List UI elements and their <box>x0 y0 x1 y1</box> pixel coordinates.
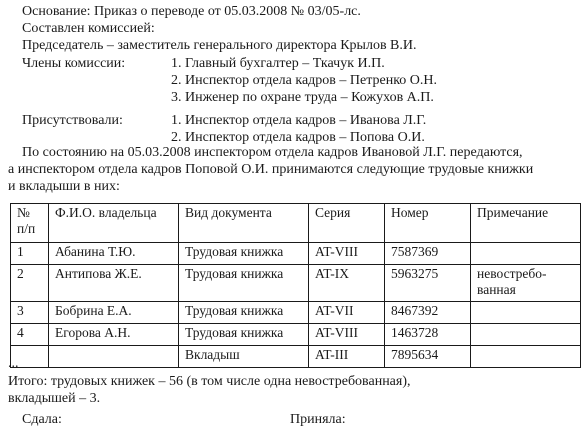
transfer-table <box>10 203 581 368</box>
cell-note <box>471 265 581 302</box>
intro-line-1: По состоянию на 05.03.2008 инспектором отдела кадров Ивановой Л.Г. передаются, <box>22 145 523 160</box>
total-line-2: вкладышей – 3. <box>8 391 101 406</box>
table-header-row <box>11 204 581 243</box>
accepted-label: Приняла: <box>290 412 346 427</box>
commission-member-3: 3. Инженер по охране труда – Кожухов А.П. <box>171 90 434 105</box>
header-series: Серия <box>309 204 385 243</box>
cell-owner: Бобрина Е.А. <box>49 302 179 324</box>
cell-number: 7587369 <box>385 243 471 265</box>
cell-doc: Трудовая книжка <box>179 302 309 324</box>
intro-line-3: и вкладыши в них: <box>8 179 120 194</box>
header-doc: Вид документа <box>179 204 309 243</box>
cell-note <box>471 346 581 368</box>
total-line-1: Итого: трудовых книжек – 56 (в том числе одна невостребованная), <box>8 374 411 389</box>
cell-doc: Трудовая книжка <box>179 243 309 265</box>
cell-num: 4 <box>11 324 49 346</box>
cell-num: 2 <box>11 265 49 302</box>
cell-number: 1463728 <box>385 324 471 346</box>
basis-line: Основание: Приказ о переводе от 05.03.2008 № 03/05-лс. <box>22 4 361 19</box>
table-row <box>11 324 581 346</box>
cell-series: AT-VII <box>309 302 385 324</box>
present-member-1: 1. Инспектор отдела кадров – Иванова Л.Г. <box>171 113 427 128</box>
cell-owner: Абанина Т.Ю. <box>49 243 179 265</box>
cell-number: 8467392 <box>385 302 471 324</box>
cell-note <box>471 324 581 346</box>
commission-member-1: 1. Главный бухгалтер – Ткачук И.П. <box>171 56 385 71</box>
chairman-line: Председатель – заместитель генерального директора Крылов В.И. <box>22 38 417 53</box>
ellipsis: ... <box>8 356 19 371</box>
compiled-line: Составлен комиссией: <box>22 21 155 36</box>
cell-owner: Егорова А.Н. <box>49 324 179 346</box>
present-member-2: 2. Инспектор отдела кадров – Попова О.И. <box>171 130 425 145</box>
cell-note-line1: невостребо- <box>477 266 547 281</box>
header-num-line1: № <box>17 205 30 220</box>
cell-doc: Трудовая книжка <box>179 265 309 302</box>
header-owner: Ф.И.О. владельца <box>49 204 179 243</box>
cell-number: 5963275 <box>385 265 471 302</box>
cell-series: AT-VIII <box>309 324 385 346</box>
cell-num: 1 <box>11 243 49 265</box>
header-note: Примечание <box>471 204 581 243</box>
present-label: Присутствовали: <box>22 113 123 128</box>
handed-label: Сдала: <box>22 412 62 427</box>
cell-number: 7895634 <box>385 346 471 368</box>
cell-series: AT-III <box>309 346 385 368</box>
cell-series: AT-VIII <box>309 243 385 265</box>
cell-series: AT-IX <box>309 265 385 302</box>
cell-doc: Трудовая книжка <box>179 324 309 346</box>
table-row <box>11 302 581 324</box>
table-row <box>11 265 581 302</box>
cell-note-line2: ванная <box>477 282 516 297</box>
commission-label: Члены комиссии: <box>22 56 126 71</box>
cell-owner: Антипова Ж.Е. <box>49 265 179 302</box>
table-row <box>11 346 581 368</box>
header-number: Номер <box>385 204 471 243</box>
header-num-line2: п/п <box>17 221 36 236</box>
table-row <box>11 243 581 265</box>
cell-note <box>471 243 581 265</box>
cell-note <box>471 302 581 324</box>
header-num <box>11 204 49 243</box>
cell-owner <box>49 346 179 368</box>
cell-num: 3 <box>11 302 49 324</box>
commission-member-2: 2. Инспектор отдела кадров – Петренко О.Н. <box>171 73 438 88</box>
cell-doc: Вкладыш <box>179 346 309 368</box>
intro-line-2: а инспектором отдела кадров Поповой О.И. принимаются следующие трудовые книжки <box>8 162 534 177</box>
